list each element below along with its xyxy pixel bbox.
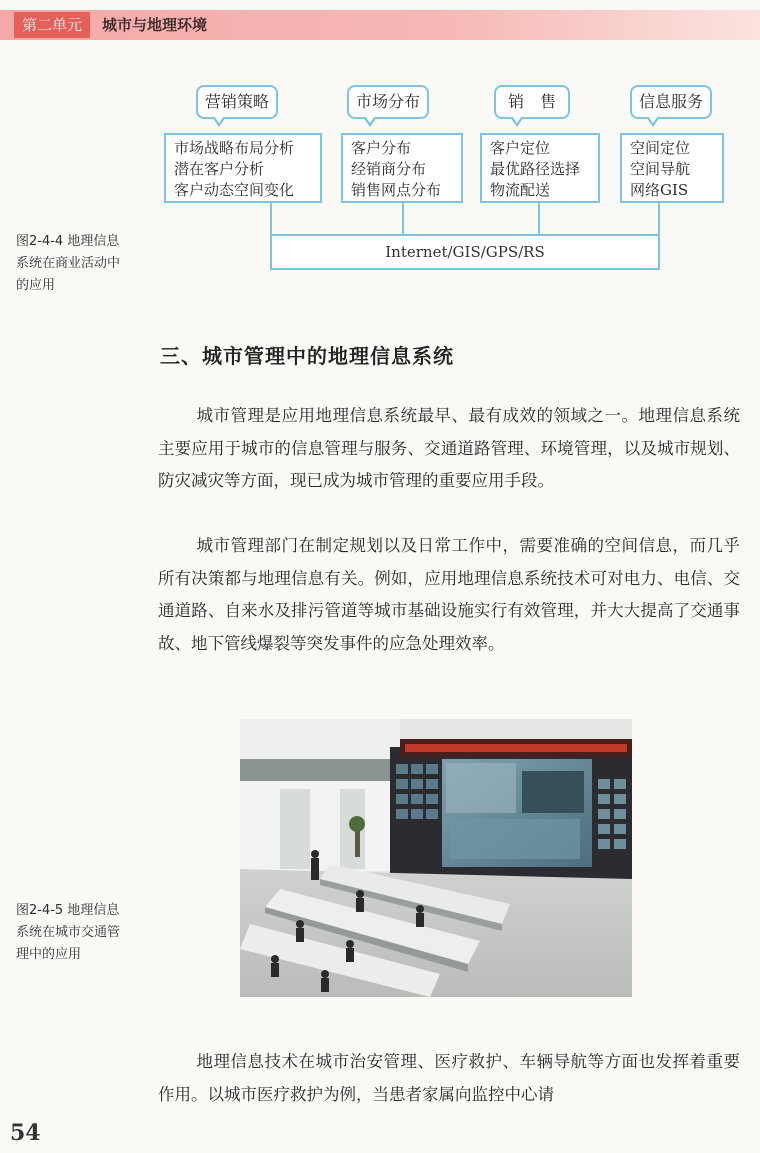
bubble-sales: 销 售: [494, 85, 570, 119]
bubble-marketing-strategy: 营销策略: [196, 85, 278, 119]
connector-line: [270, 203, 272, 234]
box-line: 物流配送: [490, 181, 551, 199]
chapter-header-bar: [0, 10, 760, 40]
box-info-service: [620, 133, 724, 203]
box-line: 市场战略布局分析: [174, 139, 295, 157]
box-line: 客户动态空间变化: [174, 181, 295, 199]
connector-line: [402, 203, 404, 234]
paragraph-text: 城市管理是应用地理信息系统最早、最有成效的领域之一。地理信息系统主要应用于城市的信息管理与服务、交通道路管理、环境管理，以及城市规划、防灾减灾等方面，现已成为城市管理的重要应用手段。: [158, 406, 740, 490]
paragraph-1: [158, 400, 740, 498]
caption-line: 系统在城市交通管: [16, 925, 121, 940]
unit-label: 第二单元: [14, 12, 90, 38]
section-title: 三、城市管理中的地理信息系统: [160, 344, 454, 368]
traffic-control-center-photo: [240, 719, 632, 997]
box-line: 客户分布: [351, 139, 412, 157]
figure-caption-2-4-5: [16, 900, 120, 966]
chapter-title: 城市与地理环境: [102, 16, 208, 34]
box-line: 客户定位: [490, 139, 551, 157]
box-line: 空间导航: [630, 160, 691, 178]
control-room-illustration: [240, 719, 632, 997]
box-line: 销售网点分布: [351, 181, 442, 199]
box-line: 空间定位: [630, 139, 691, 157]
paragraph-text: 城市管理部门在制定规划以及日常工作中，需要准确的空间信息，而几乎所有决策都与地理信息有关。例如，应用地理信息系统技术可对电力、电信、交通道路、自来水及排污管道等城市基础设施实行有效管理，并大大提高了交通事故、地下管线爆裂等突发事件的应急处理效率。: [158, 536, 740, 653]
network-technology-box: Internet/GIS/GPS/RS: [270, 234, 660, 270]
page-number: 54: [10, 1120, 41, 1146]
box-line: 最优路径选择: [490, 160, 581, 178]
box-market: [341, 133, 463, 203]
box-line: 网络GIS: [630, 181, 689, 199]
paragraph-text: 地理信息技术在城市治安管理、医疗救护、车辆导航等方面也发挥着重要作用。以城市医疗救护为例，当患者家属向监控中心请: [158, 1052, 740, 1104]
caption-line: 图2-4-5 地理信息: [16, 903, 120, 918]
box-marketing: [164, 133, 322, 203]
caption-line: 图2-4-4 地理信息: [16, 234, 120, 249]
box-line: 潜在客户分析: [174, 160, 265, 178]
paragraph-2: [158, 530, 740, 660]
box-line: 经销商分布: [351, 160, 427, 178]
bubble-info-service: 信息服务: [630, 85, 712, 119]
bubble-market-distribution: 市场分布: [347, 85, 429, 119]
figure-caption-2-4-4: [16, 231, 120, 297]
caption-line: 的应用: [16, 278, 56, 293]
connector-line: [538, 203, 540, 234]
caption-line: 系统在商业活动中: [16, 256, 121, 271]
caption-line: 理中的应用: [16, 947, 82, 962]
connector-line: [658, 203, 660, 234]
paragraph-3: [158, 1046, 740, 1111]
box-sales: [480, 133, 600, 203]
